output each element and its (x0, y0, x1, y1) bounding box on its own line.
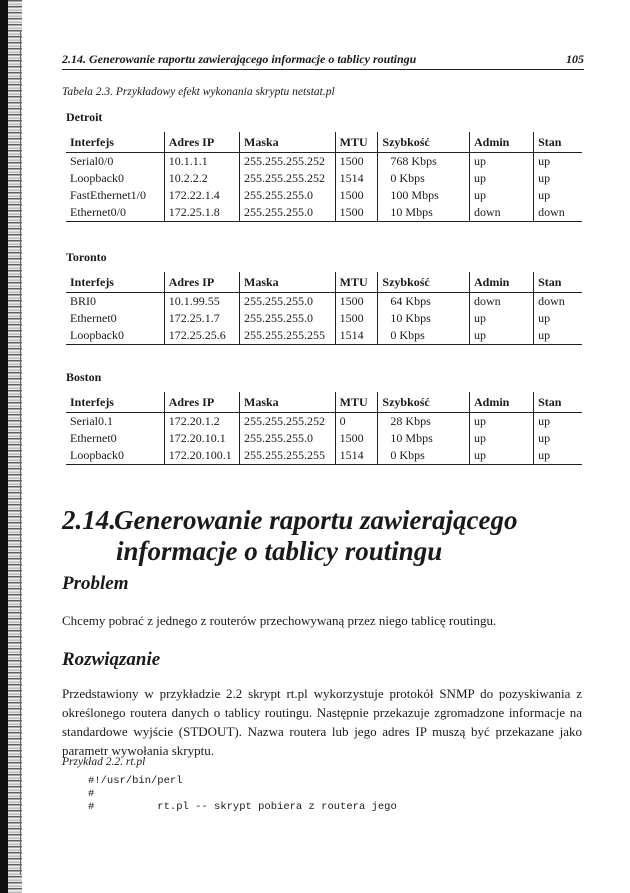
table-cell: 255.255.255.252 (240, 153, 336, 171)
column-header: MTU (335, 272, 378, 293)
table-cell: Loopback0 (66, 327, 164, 345)
table-cell: 172.20.1.2 (164, 413, 239, 431)
section-title-line2: informacje o tablicy routingu (116, 536, 443, 566)
column-header: Interfejs (66, 272, 164, 293)
table-cell: up (534, 153, 582, 171)
table-cell: up (470, 170, 534, 187)
table-cell: up (470, 310, 534, 327)
table-cell: up (534, 327, 582, 345)
table-cell: 1500 (335, 430, 378, 447)
table-cell: 28 Kbps (378, 413, 470, 431)
column-header: Adres IP (164, 132, 239, 153)
table-cell: 0 (335, 413, 378, 431)
table-cell: up (534, 170, 582, 187)
table-cell: up (534, 430, 582, 447)
problem-heading: Problem (62, 573, 129, 594)
table-header-row (66, 132, 582, 153)
table-cell: Ethernet0 (70, 311, 117, 325)
column-header: Adres IP (164, 392, 239, 413)
solution-text: Przedstawiony w przykładzie 2.2 skrypt rt.pl wykorzystuje protokół SNMP do pozyskiwania z określonego routera danych o tablicy routingu. Następnie przekazuje zgromadzone informacje na standardowe wyjście (STDOUT). Nazwa routera lub jego adres IP muszą być przekazane jako parametr wywołania skryptu. (62, 686, 582, 758)
column-header: Stan (534, 272, 582, 293)
router-block-boston (66, 370, 582, 465)
table-cell: 172.25.1.8 (164, 204, 239, 222)
column-header: Admin (470, 272, 534, 293)
table-cell: 172.22.1.4 (164, 187, 239, 204)
table-cell: 1514 (335, 447, 378, 465)
table-cell: 10.1.99.55 (164, 293, 239, 311)
table-cell: 255.255.255.0 (240, 430, 336, 447)
router-name: Detroit (66, 110, 103, 124)
table-cell: 768 Kbps (378, 153, 470, 171)
table-cell: 10 Mbps (378, 430, 470, 447)
section-title-line1: Generowanie raportu zawierającego (114, 505, 518, 535)
table-cell: down (534, 204, 582, 222)
router-name: Toronto (66, 250, 107, 264)
table-cell: 10 Kbps (378, 310, 470, 327)
table-row (66, 293, 582, 311)
table-row (66, 413, 582, 431)
column-header: Interfejs (66, 132, 164, 153)
example-caption: Przykład 2.2. rt.pl (62, 756, 146, 768)
table-cell: 1500 (335, 310, 378, 327)
table-cell: 10.2.2.2 (164, 170, 239, 187)
table-cell: up (534, 310, 582, 327)
column-header: Stan (534, 132, 582, 153)
table-cell: up (534, 187, 582, 204)
table-row (66, 204, 582, 222)
table-cell: up (470, 430, 534, 447)
section-number: 2.14. (62, 505, 116, 535)
table-cell: 1500 (335, 293, 378, 311)
table-cell: 1500 (335, 187, 378, 204)
table-cell: 0 Kbps (378, 170, 470, 187)
table-caption: Tabela 2.3. Przykładowy efekt wykonania skryptu netstat.pl (62, 86, 335, 98)
running-header-title: 2.14. Generowanie raportu zawierającego informacje o tablicy routingu (62, 52, 417, 66)
table-cell: up (470, 187, 534, 204)
table-cell: 1514 (335, 327, 378, 345)
table-row (66, 430, 582, 447)
table-row (66, 187, 582, 204)
problem-text: Chcemy pobrać z jednego z routerów przechowywaną przez niego tablicę routingu. (62, 613, 497, 628)
table-cell: 255.255.255.252 (240, 413, 336, 431)
table-cell: 255.255.255.0 (240, 187, 336, 204)
table-cell: 0 Kbps (378, 327, 470, 345)
table-cell: Loopback0 (66, 447, 164, 465)
column-header: Admin (470, 132, 534, 153)
column-header: Interfejs (66, 392, 164, 413)
book-spine-edge (0, 0, 8, 893)
table-cell: 100 Mbps (378, 187, 470, 204)
routing-table (66, 132, 582, 222)
column-header: Maska (240, 272, 336, 293)
table-cell: 10 Mbps (378, 204, 470, 222)
column-header: Maska (240, 392, 336, 413)
routing-table (66, 272, 582, 345)
table-cell: 10.1.1.1 (164, 153, 239, 171)
table-cell: 64 Kbps (378, 293, 470, 311)
table-header-row (66, 392, 582, 413)
table-header-row (66, 272, 582, 293)
table-cell: up (470, 153, 534, 171)
table-cell: 1500 (335, 204, 378, 222)
table-row (66, 170, 582, 187)
column-header: Stan (534, 392, 582, 413)
table-cell: Serial0.1 (70, 414, 113, 428)
table-row (66, 153, 582, 171)
table-cell: up (534, 413, 582, 431)
table-cell: BRI0 (70, 294, 97, 308)
table-cell: up (470, 327, 534, 345)
column-header: Szybkość (378, 392, 470, 413)
table-cell: up (470, 413, 534, 431)
table-cell: 0 Kbps (378, 447, 470, 465)
running-header (62, 52, 584, 70)
router-block-toronto (66, 250, 582, 345)
router-block-detroit (66, 110, 582, 222)
table-cell: down (470, 293, 534, 311)
column-header: Maska (240, 132, 336, 153)
table-cell: 172.25.1.7 (164, 310, 239, 327)
column-header: Admin (470, 392, 534, 413)
table-cell: up (470, 447, 534, 465)
table-cell: Loopback0 (70, 171, 124, 185)
table-cell: 255.255.255.0 (240, 293, 336, 311)
section-heading (62, 505, 582, 567)
page-gutter-line (20, 30, 21, 875)
column-header: Szybkość (378, 272, 470, 293)
table-cell: 255.255.255.0 (240, 204, 336, 222)
table-cell: Serial0/0 (70, 154, 114, 168)
table-cell: 255.255.255.255 (240, 447, 336, 465)
code-listing: #!/usr/bin/perl # # rt.pl -- skrypt pobiera z routera jego (88, 775, 397, 813)
table-cell: 255.255.255.255 (240, 327, 336, 345)
column-header: MTU (335, 392, 378, 413)
table-cell: 255.255.255.252 (240, 170, 336, 187)
table-cell: down (470, 204, 534, 222)
table-cell: Ethernet0/0 (66, 204, 164, 222)
solution-heading: Rozwiązanie (62, 649, 161, 670)
router-name: Boston (66, 370, 102, 384)
table-cell: 1514 (335, 170, 378, 187)
routing-table (66, 392, 582, 465)
table-cell: up (534, 447, 582, 465)
column-header: MTU (335, 132, 378, 153)
table-cell: Ethernet0 (70, 431, 117, 445)
table-row (66, 327, 582, 345)
table-cell: 172.25.25.6 (164, 327, 239, 345)
table-cell: 255.255.255.0 (240, 310, 336, 327)
column-header: Adres IP (164, 272, 239, 293)
table-cell: FastEthernet1/0 (70, 188, 146, 202)
table-row (66, 447, 582, 465)
table-row (66, 310, 582, 327)
table-cell: down (534, 293, 582, 311)
page-number: 105 (566, 52, 584, 66)
column-header: Szybkość (378, 132, 470, 153)
table-cell: 1500 (335, 153, 378, 171)
table-cell: 172.20.100.1 (164, 447, 239, 465)
table-cell: 172.20.10.1 (164, 430, 239, 447)
